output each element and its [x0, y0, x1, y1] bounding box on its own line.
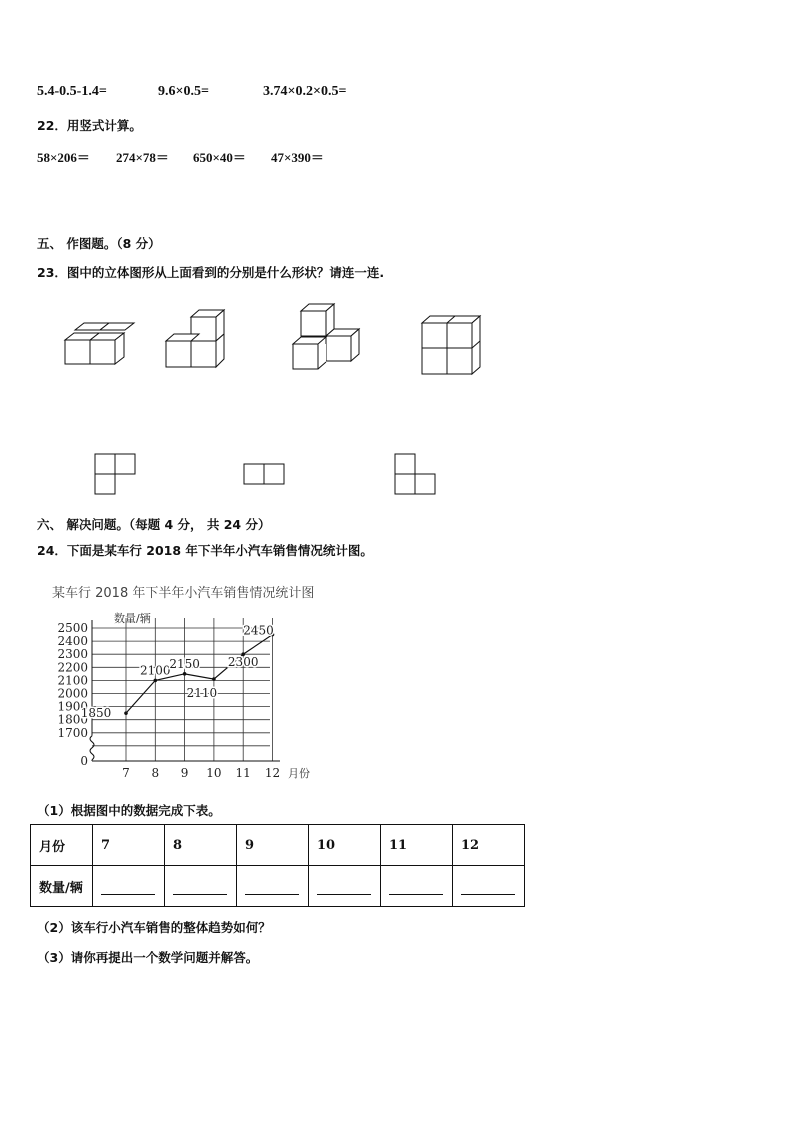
answer-table — [30, 824, 525, 907]
x-axis-label: 月份 — [288, 767, 310, 780]
data-point — [183, 672, 187, 676]
table-row-quantity — [31, 866, 525, 907]
data-label: 2300 — [227, 655, 259, 670]
section-5-heading: 五、 作图题。（8 分） — [37, 236, 161, 251]
q22-title: 22．用竖式计算。 — [37, 118, 142, 133]
table-row-month — [31, 825, 525, 866]
answer-blank-10[interactable] — [309, 866, 381, 907]
x-tick-label: 7 — [122, 766, 130, 780]
axis-break-icon — [90, 736, 94, 760]
section-6-heading: 六、 解决问题。（每题 4 分， 共 24 分） — [37, 517, 271, 532]
x-tick-label: 8 — [151, 766, 160, 780]
data-label: 2110 — [186, 686, 218, 701]
table-head-quantity: 数量/辆 — [31, 866, 93, 907]
q22-item-2: 274×78＝ — [116, 150, 169, 165]
table-cell-month: 10 — [309, 825, 381, 866]
x-tick-label: 12 — [264, 766, 281, 780]
answer-blank-7[interactable] — [93, 866, 165, 907]
data-point — [212, 677, 216, 681]
table-head-month: 月份 — [31, 825, 93, 866]
calc-item-2: 9.6×0.5= — [158, 84, 209, 99]
y-tick-label: 2100 — [57, 673, 88, 688]
data-point — [124, 711, 128, 715]
x-tick-label: 10 — [206, 766, 222, 780]
table-cell-month: 8 — [165, 825, 237, 866]
q22-item-3: 650×40＝ — [193, 150, 246, 165]
answer-blank-9[interactable] — [237, 866, 309, 907]
y-tick-label: 2000 — [57, 686, 88, 701]
q23-title: 23．图中的立体图形从上面看到的分别是什么形状？请连一连. — [37, 265, 385, 280]
y-tick-label: 2300 — [57, 647, 88, 662]
data-label: 2450 — [243, 623, 274, 638]
q24-part2: （2）该车行小汽车销售的整体趋势如何？ — [37, 920, 271, 935]
table-cell-month: 7 — [93, 825, 165, 866]
q22-item-4: 47×390＝ — [271, 150, 324, 165]
data-label: 2150 — [169, 656, 200, 671]
x-tick-label: 11 — [235, 766, 251, 780]
chart-title: 某车行 2018 年下半年小汽车销售情况统计图 — [52, 586, 315, 601]
q24-part3: （3）请你再提出一个数学问题并解答。 — [37, 950, 259, 965]
y-axis-label: 数量/辆 — [114, 612, 151, 625]
y-tick-label: 1800 — [57, 712, 88, 727]
table-cell-month: 12 — [453, 825, 525, 866]
y-tick-label: 1900 — [57, 699, 88, 714]
y-tick-label: 2400 — [57, 634, 88, 649]
data-label: 2100 — [140, 663, 171, 678]
answer-blank-11[interactable] — [381, 866, 453, 907]
q24-title: 24．下面是某车行 2018 年下半年小汽车销售情况统计图。 — [37, 543, 373, 558]
data-point — [154, 679, 158, 683]
x-tick-label: 9 — [180, 766, 189, 780]
y-tick-label: 2200 — [57, 660, 88, 675]
y-tick-label: 1700 — [57, 725, 88, 740]
answer-blank-12[interactable] — [453, 866, 525, 907]
answer-blank-8[interactable] — [165, 866, 237, 907]
calc-item-3: 3.74×0.2×0.5= — [263, 84, 347, 99]
q24-part1: （1）根据图中的数据完成下表。 — [37, 803, 221, 818]
table-cell-month: 9 — [237, 825, 309, 866]
y-tick-label: 0 — [80, 754, 88, 768]
data-label: 1850 — [80, 706, 112, 721]
calc-item-1: 5.4-0.5-1.4= — [37, 84, 107, 99]
y-tick-label: 2500 — [57, 621, 88, 635]
q22-item-1: 58×206＝ — [37, 150, 90, 165]
table-cell-month: 11 — [381, 825, 453, 866]
